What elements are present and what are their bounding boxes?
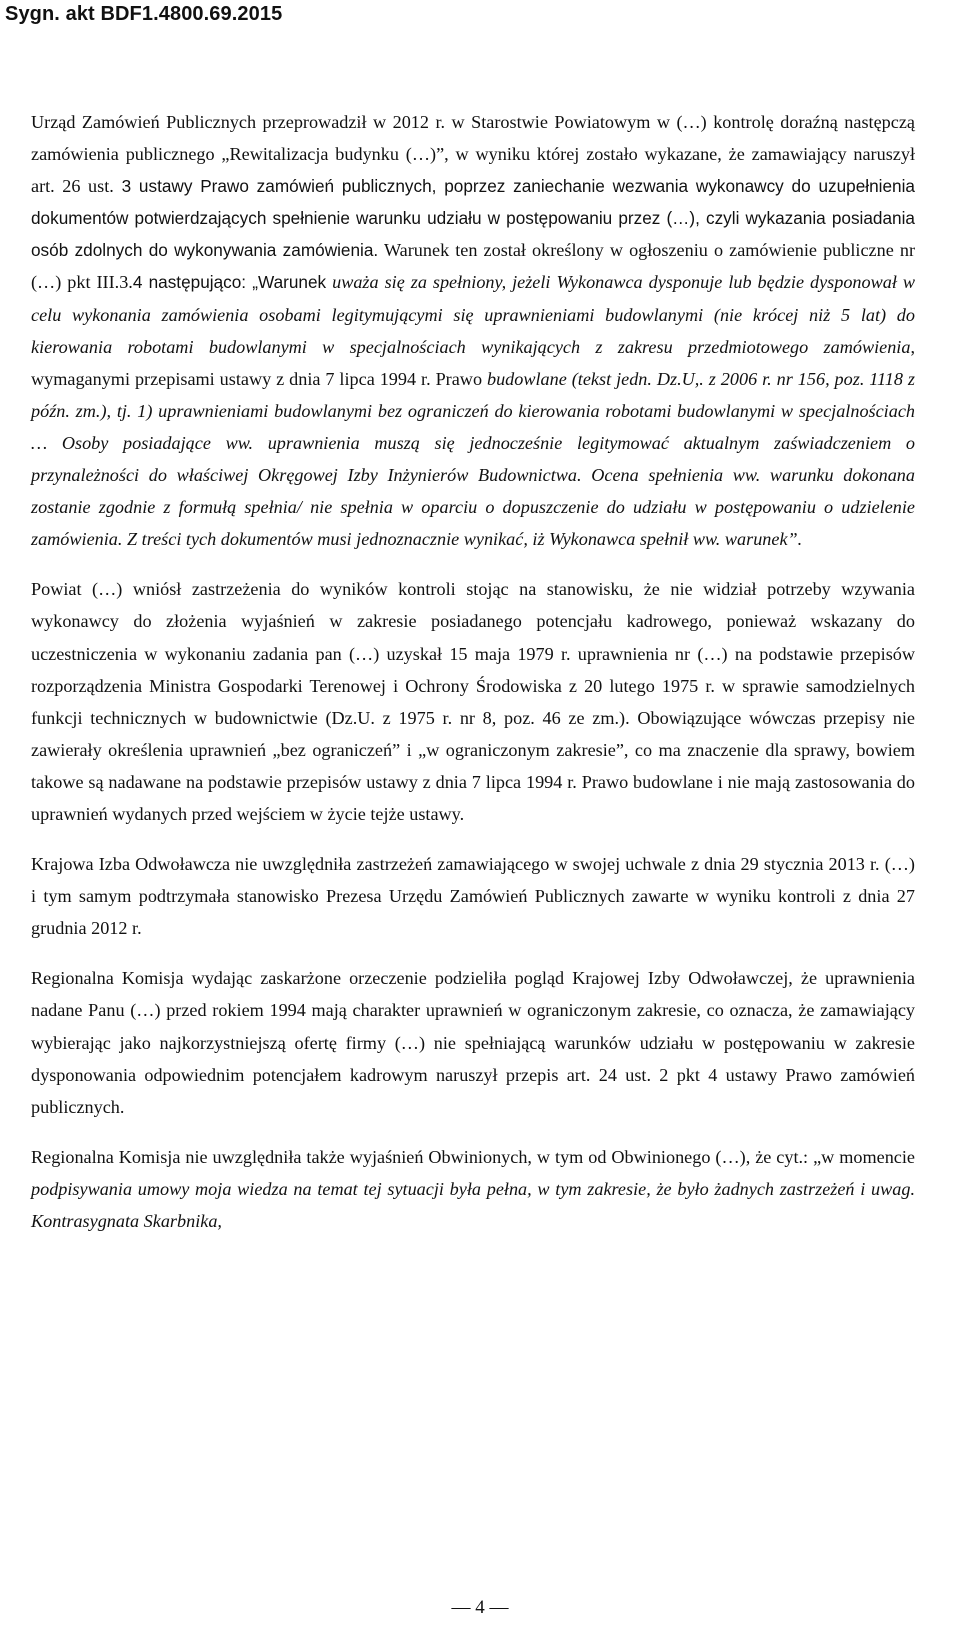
p3-text: Krajowa Izba Odwoławcza nie uwzględniła zastrzeżeń zamawiającego w swojej uchwale z dnia 29 stycznia 2013 r. (…) i tym samym podtrzymała stanowisko Prezesa Urzędu Zamówień Publicznych zawarte w wyniku kontroli z dnia 27 grudnia 2012 r. <box>31 854 915 939</box>
p1-part-c: Warunek ten został określony w ogłoszeniu o zamówienie publiczne nr (…) pkt III.3. <box>31 240 915 293</box>
p4-text: Regionalna Komisja wydając zaskarżone orzeczenie podzieliła pogląd Krajowej Izby Odwoławczej, że uprawnienia nadane Panu (…) przed rokiem 1994 mają charakter uprawnień w ograniczonym zakresie, co oznacza, że zamawiający wybierając jako najkorzystniejszą ofertę firmy (…) nie spełniającą warunków udziału w postępowaniu w zakresie dysponowania odpowiednim potencjałem kadrowym naruszył przepis art. 24 ust. 2 pkt 4 ustawy Prawo zamówień publicznych. <box>31 968 915 1117</box>
paragraph-5 <box>31 1141 915 1237</box>
page-number: — 4 — <box>451 1597 509 1618</box>
p1-part-d: 4 następująco: „Warunek <box>132 272 327 293</box>
paragraph-3 <box>31 848 915 944</box>
p5-part-b: podpisywania umowy moja wiedza na temat tej sytuacji była pełna, w tym zakresie, że było żadnych zastrzeżeń i uwag. Kontrasygnata Skarbnika, <box>31 1178 915 1231</box>
paragraph-1 <box>31 106 915 555</box>
p5-part-a: Regionalna Komisja nie uwzględniła także wyjaśnień Obwinionych, w tym od Obwinionego (…), że cyt.: „w momencie <box>31 1146 915 1167</box>
case-signature: Sygn. akt BDF1.4800.69.2015 <box>5 3 283 25</box>
p1-part-b: 3 ustawy Prawo zamówień publicznych, poprzez zaniechanie wezwania wykonawcy do uzupełnienia dokumentów potwierdzających spełnienie warunku udziału w postępowaniu przez (…), czyli wykazania posiadania osób zdolnych do wykonywania zamówienia. <box>31 176 915 261</box>
p1-part-g: budowlane (tekst jedn. Dz.U,. z 2006 r. nr 156, poz. 1118 z późn. zm.), tj. 1) uprawnieniami budowlanymi bez ograniczeń do kierowania robotami budowlanymi w specjalnościach … Osoby posiadające ww. uprawnienia muszą się jednocześnie legitymować aktualnym zaświadczeniem o przynależności do właściwej Okręgowej Izby Inżynierów Budownictwa. Ocena spełnienia ww. warunku dokonana zostanie zgodnie z formułą spełnia/ nie spełnia w oparciu o dopuszczenie do udziału w postępowaniu o udzielenie zamówienia. Z treści tych dokumentów musi jednoznacznie wynikać, iż Wykonawca spełnił ww. warunek”. <box>31 368 915 550</box>
paragraph-2 <box>31 573 915 830</box>
p1-part-a: Urząd Zamówień Publicznych przeprowadził w 2012 r. w Starostwie Powiatowym w (…) kontrolę doraźną następczą zamówienia publicznego „Rewitalizacja budynku (…)”, w wyniku której zostało wykazane, że zamawiający naruszył art. 26 ust. <box>31 112 915 197</box>
document-body <box>31 106 915 1255</box>
p2-text: Powiat (…) wniósł zastrzeżenia do wyników kontroli stojąc na stanowisku, że nie widział potrzeby wzywania wykonawcy do złożenia wyjaśnień w zakresie posiadanego potencjału kadrowego, ponieważ wskazany do uczestniczenia w wykonaniu zadania pan (…) uzyskał 15 maja 1979 r. uprawnienia nr (…) na podstawie przepisów rozporządzenia Ministra Gospodarki Terenowej i Ochrony Środowiska z 20 lutego 1975 r. w sprawie samodzielnych funkcji technicznych w budownictwie (Dz.U. z 1975 r. nr 8, poz. 46 ze zm.). Obowiązujące wówczas przepisy nie zawierały określenia uprawnień „bez ograniczeń” i „w ograniczonym zakresie”, co ma znaczenie dla sprawy, bowiem takowe są nadawane na podstawie przepisów ustawy z dnia 7 lipca 1994 r. Prawo budowlane i nie mają zastosowania do uprawnień wydanych przed wejściem w życie tejże ustawy. <box>31 579 915 824</box>
p1-part-e: uważa się za spełniony, jeżeli Wykonawca dysponuje lub będzie dysponował w celu wykonania zamówienia osobami legitymującymi się uprawnieniami budowlanymi (nie krócej niż 5 lat) do kierowania robotami budowlanymi w specjalnościach wynikających z zakresu przedmiotowego zamówienia <box>31 272 915 357</box>
p1-part-f: , wymaganymi przepisami ustawy z dnia 7 lipca 1994 r. Prawo <box>31 336 915 389</box>
paragraph-4 <box>31 962 915 1122</box>
